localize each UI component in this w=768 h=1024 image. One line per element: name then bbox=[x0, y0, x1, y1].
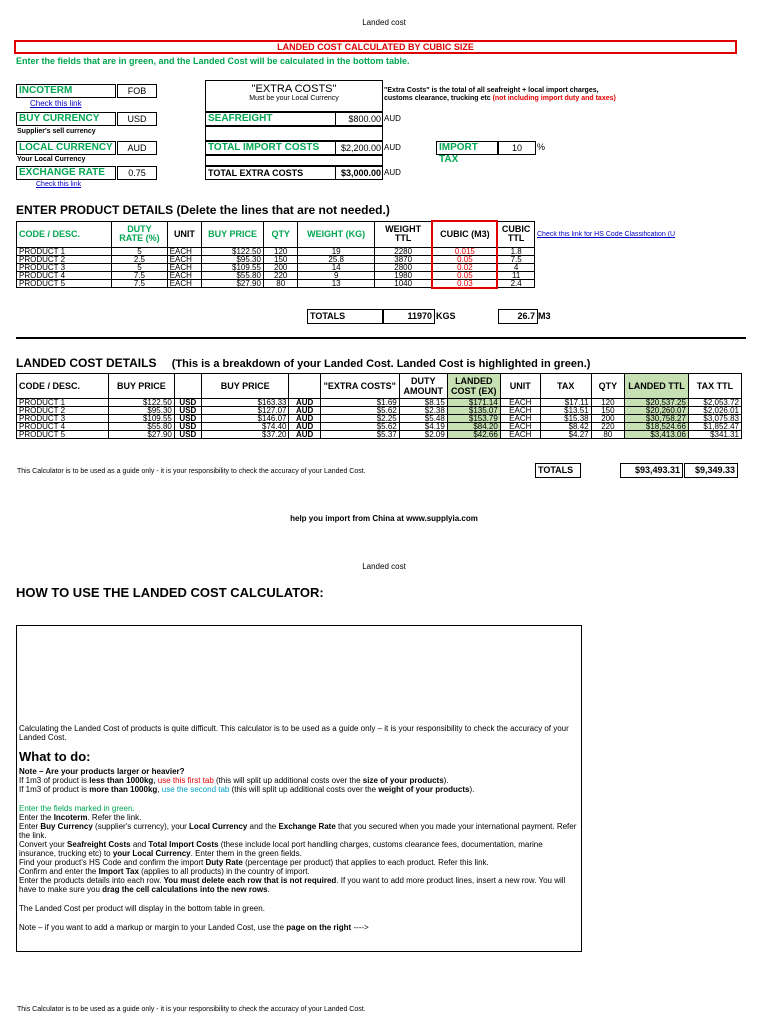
product-totals-label: TOTALS bbox=[307, 309, 383, 324]
landed-cell: EACH bbox=[500, 407, 540, 415]
product-cell[interactable]: 5 bbox=[112, 263, 167, 271]
landed-cell: EACH bbox=[500, 399, 540, 407]
step-duty: Find your product's HS Code and confirm the import Duty Rate (percentage per product) that applies to each product. Refer this link. bbox=[19, 858, 489, 867]
instruction-text: Enter the fields that are in green, and the Landed Cost will be calculated in the bottom table. bbox=[16, 56, 410, 66]
landed-cell: $3,413.06 bbox=[625, 431, 689, 439]
landed-cell: $37.20 bbox=[201, 431, 289, 439]
landed-cell: PRODUCT 5 bbox=[17, 431, 109, 439]
landed-cell: $4.27 bbox=[540, 431, 591, 439]
extra-costs-spacer bbox=[205, 126, 383, 141]
local-currency-label: LOCAL CURRENCY bbox=[16, 141, 116, 155]
landed-cell: $163.33 bbox=[201, 399, 289, 407]
landed-col-header bbox=[174, 374, 201, 399]
product-cell[interactable]: 1040 bbox=[374, 279, 432, 288]
product-cell[interactable]: 0.05 bbox=[432, 255, 497, 263]
product-totals-cubic: 26.7 bbox=[498, 309, 538, 324]
landed-cell: $2,026.01 bbox=[688, 407, 741, 415]
product-cell[interactable]: $109.55 bbox=[202, 263, 264, 271]
product-cell[interactable]: PRODUCT 5 bbox=[17, 279, 112, 288]
note1: Note – Are your products larger or heavier? bbox=[19, 767, 185, 776]
total-extra-costs-value: $3,000.00 bbox=[335, 166, 383, 180]
col-unit: UNIT bbox=[167, 221, 202, 247]
product-cell[interactable]: PRODUCT 4 bbox=[17, 271, 112, 279]
landed-cell: $2,053.72 bbox=[688, 399, 741, 407]
landed-cell: $13.51 bbox=[540, 407, 591, 415]
landed-cell: $1.69 bbox=[320, 399, 399, 407]
col-weight-ttl: WEIGHT TTL bbox=[374, 221, 432, 247]
landed-cell: $153.79 bbox=[447, 415, 500, 423]
col-buy-price: BUY PRICE bbox=[202, 221, 264, 247]
incoterm-input[interactable]: FOB bbox=[117, 84, 157, 98]
second-tab-link[interactable]: use the second tab bbox=[161, 785, 230, 794]
product-cell[interactable]: 19 bbox=[298, 247, 374, 255]
product-cell[interactable]: EACH bbox=[167, 279, 202, 288]
exchange-rate-label: EXCHANGE RATE bbox=[16, 166, 116, 180]
product-cell[interactable]: 2.4 bbox=[497, 279, 534, 288]
page-right-link[interactable]: page on the right bbox=[286, 923, 352, 932]
product-cell[interactable]: 9 bbox=[298, 271, 374, 279]
landed-cell: AUD bbox=[289, 399, 320, 407]
landed-cell: $2.09 bbox=[399, 431, 447, 439]
landed-heading-note: (This is a breakdown of your Landed Cost. Landed Cost is highlighted in green.) bbox=[171, 358, 591, 370]
calculator-title: LANDED COST CALCULATED BY CUBIC SIZE bbox=[14, 40, 737, 54]
landed-cell: 200 bbox=[591, 415, 625, 423]
product-cell[interactable]: EACH bbox=[167, 271, 202, 279]
landed-cell: USD bbox=[174, 407, 201, 415]
landed-cell: $5.62 bbox=[320, 407, 399, 415]
incoterm-link[interactable]: Check this link bbox=[30, 99, 82, 108]
landed-col-header: BUY PRICE bbox=[201, 374, 289, 399]
landed-cell: $135.07 bbox=[447, 407, 500, 415]
landed-cell: USD bbox=[174, 423, 201, 431]
size-rule: If 1m3 of product is less than 1000kg, use this first tab (this will split up additional costs over the size of your products). bbox=[19, 776, 449, 785]
landed-cell: $5.37 bbox=[320, 431, 399, 439]
landed-cell: $74.40 bbox=[201, 423, 289, 431]
product-cell[interactable]: EACH bbox=[167, 247, 202, 255]
product-cell[interactable]: 13 bbox=[298, 279, 374, 288]
landed-cell: EACH bbox=[500, 415, 540, 423]
landed-cell: $5.48 bbox=[399, 415, 447, 423]
total-extra-costs-label: TOTAL EXTRA COSTS bbox=[205, 166, 336, 180]
landed-cell: 80 bbox=[591, 431, 625, 439]
buy-currency-note: Supplier's sell currency bbox=[17, 128, 96, 135]
landed-col-header: CODE / DESC. bbox=[17, 374, 109, 399]
seafreight-label: SEAFREIGHT bbox=[205, 112, 336, 126]
extra-costs-note-text: "Extra Costs" is the total of all seafreight + local import charges, customs clearance, trucking etc bbox=[384, 87, 599, 102]
product-cell[interactable]: PRODUCT 3 bbox=[17, 263, 112, 271]
landed-col-header: UNIT bbox=[500, 374, 540, 399]
landed-cell: USD bbox=[174, 415, 201, 423]
product-cell[interactable]: 7.5 bbox=[112, 279, 167, 288]
import-costs-label: TOTAL IMPORT COSTS bbox=[205, 141, 336, 155]
hs-code-link[interactable]: Check this link for HS Code Classification (U bbox=[537, 231, 676, 238]
step-costs: Convert your Seafreight Costs and Total Import Costs (these include local port handling charges, customs clearance fees, documentation, marine insurance, trucking etc) to your Local Currency. Enter them in the green fields. bbox=[19, 840, 543, 858]
landed-col-header bbox=[289, 374, 320, 399]
weight-rule: If 1m3 of product is more than 1000kg, use the second tab (this will split up additional costs over the weight of your products). bbox=[19, 785, 475, 794]
product-cell[interactable]: 11 bbox=[497, 271, 534, 279]
product-row bbox=[17, 263, 535, 271]
buy-currency-label: BUY CURRENCY bbox=[16, 112, 116, 126]
extra-costs-title: "EXTRA COSTS" bbox=[251, 83, 337, 95]
product-cell[interactable]: 0.02 bbox=[432, 263, 497, 271]
landed-cell: $8.15 bbox=[399, 399, 447, 407]
landed-cell: $84.20 bbox=[447, 423, 500, 431]
product-cell[interactable]: PRODUCT 2 bbox=[17, 255, 112, 263]
product-cell[interactable]: 220 bbox=[263, 271, 298, 279]
how-to-box bbox=[16, 625, 582, 952]
page-header: Landed cost bbox=[362, 18, 406, 27]
import-costs-input[interactable]: $2,200.00 bbox=[335, 141, 383, 155]
product-row bbox=[17, 247, 535, 255]
seafreight-input[interactable]: $800.00 bbox=[335, 112, 383, 126]
product-cell[interactable]: 1.8 bbox=[497, 247, 534, 255]
local-currency-input[interactable]: AUD bbox=[117, 141, 157, 155]
landed-cell: 220 bbox=[591, 423, 625, 431]
product-section-heading: ENTER PRODUCT DETAILS (Delete the lines that are not needed.) bbox=[16, 203, 390, 217]
landed-cell: $2.38 bbox=[399, 407, 447, 415]
disclaimer-text: This Calculator is to be used as a guide only - it is your responsibility to check the accuracy of your Landed Cost. bbox=[17, 468, 366, 475]
product-cell[interactable]: $95.30 bbox=[202, 255, 264, 263]
col-qty: QTY bbox=[263, 221, 298, 247]
landed-col-header: LANDED COST (EX) bbox=[447, 374, 500, 399]
product-totals-weight: 11970 bbox=[383, 309, 435, 324]
product-totals-weight-unit: KGS bbox=[436, 311, 456, 321]
landed-col-header: LANDED TTL bbox=[625, 374, 689, 399]
step-green: Enter the fields marked in green. bbox=[19, 804, 135, 813]
landed-row bbox=[17, 431, 742, 439]
promo-text: help you import from China at www.supplyia.com bbox=[290, 514, 478, 523]
landed-cell: PRODUCT 4 bbox=[17, 423, 109, 431]
buy-currency-input[interactable]: USD bbox=[117, 112, 157, 126]
landed-cell: $42.66 bbox=[447, 431, 500, 439]
extra-costs-spacer-2 bbox=[205, 155, 383, 166]
landed-heading-title: LANDED COST DETAILS bbox=[16, 356, 157, 370]
product-cell[interactable]: 80 bbox=[263, 279, 298, 288]
product-cell[interactable]: 7.5 bbox=[112, 271, 167, 279]
product-totals-cubic-unit: M3 bbox=[538, 311, 551, 321]
product-cell[interactable]: 3870 bbox=[374, 255, 432, 263]
landed-cell: EACH bbox=[500, 423, 540, 431]
landed-col-header: DUTY AMOUNT bbox=[399, 374, 447, 399]
product-cell[interactable]: 200 bbox=[263, 263, 298, 271]
how-to-heading: HOW TO USE THE LANDED COST CALCULATOR: bbox=[16, 585, 324, 600]
product-cell[interactable]: 4 bbox=[497, 263, 534, 271]
col-weight: WEIGHT (KG) bbox=[298, 221, 374, 247]
landed-cost-table bbox=[16, 373, 742, 439]
landed-cell: $2.25 bbox=[320, 415, 399, 423]
product-row bbox=[17, 255, 535, 263]
product-cell[interactable]: 14 bbox=[298, 263, 374, 271]
product-cell[interactable]: 120 bbox=[263, 247, 298, 255]
landed-cell: $5.62 bbox=[320, 423, 399, 431]
landed-cell: PRODUCT 2 bbox=[17, 407, 109, 415]
landed-cell: 150 bbox=[591, 407, 625, 415]
product-table bbox=[16, 220, 535, 289]
product-cell[interactable]: PRODUCT 1 bbox=[17, 247, 112, 255]
incoterm-label: INCOTERM bbox=[16, 84, 116, 98]
page2-header: Landed cost bbox=[362, 562, 406, 571]
landed-cell: $30,758.27 bbox=[625, 415, 689, 423]
landed-cell: $4.19 bbox=[399, 423, 447, 431]
product-cell[interactable]: 150 bbox=[263, 255, 298, 263]
landed-cell: USD bbox=[174, 431, 201, 439]
landed-cell: $127.07 bbox=[201, 407, 289, 415]
col-code: CODE / DESC. bbox=[17, 221, 112, 247]
seafreight-unit: AUD bbox=[384, 114, 401, 123]
step-incoterm: Enter the Incoterm. Refer the link. bbox=[19, 813, 142, 822]
local-currency-note: Your Local Currency bbox=[17, 156, 86, 163]
landed-cell: $95.30 bbox=[108, 407, 174, 415]
result-text: The Landed Cost per product will display in the bottom table in green. bbox=[19, 904, 265, 913]
step-currency: Enter Buy Currency (supplier's currency), your Local Currency and the Exchange Rate that you secured when you made your international payment. Refer the link. bbox=[19, 822, 577, 840]
landed-col-header: BUY PRICE bbox=[108, 374, 174, 399]
total-extra-costs-unit: AUD bbox=[384, 168, 401, 177]
landed-cell: $1,852.47 bbox=[688, 423, 741, 431]
exchange-rate-input[interactable]: 0.75 bbox=[117, 166, 157, 180]
landed-cell: $109.55 bbox=[108, 415, 174, 423]
landed-col-header: TAX bbox=[540, 374, 591, 399]
product-cell[interactable]: 7.5 bbox=[497, 255, 534, 263]
first-tab-link[interactable]: use this first tab bbox=[157, 776, 214, 785]
product-cell[interactable]: EACH bbox=[167, 255, 202, 263]
product-cell[interactable]: $122.50 bbox=[202, 247, 264, 255]
product-cell[interactable]: 0.05 bbox=[432, 271, 497, 279]
product-cell[interactable]: 0.03 bbox=[432, 279, 497, 288]
extra-costs-header bbox=[205, 80, 383, 112]
landed-col-header: QTY bbox=[591, 374, 625, 399]
landed-col-header: TAX TTL bbox=[688, 374, 741, 399]
import-costs-unit: AUD bbox=[384, 143, 401, 152]
product-row bbox=[17, 279, 535, 288]
landed-cell: AUD bbox=[289, 431, 320, 439]
product-cell[interactable]: 2.5 bbox=[112, 255, 167, 263]
landed-cell: $3,075.83 bbox=[688, 415, 741, 423]
landed-section-heading bbox=[16, 356, 590, 370]
product-cell[interactable]: 2280 bbox=[374, 247, 432, 255]
note2: Note – if you want to add a markup or margin to your Landed Cost, use the page on the right ----> bbox=[19, 923, 369, 932]
col-cubic-ttl: CUBIC TTL bbox=[497, 221, 534, 247]
product-cell[interactable]: 25.8 bbox=[298, 255, 374, 263]
product-cell[interactable]: 0.015 bbox=[432, 247, 497, 255]
landed-cell: $27.90 bbox=[108, 431, 174, 439]
landed-cell: $15.38 bbox=[540, 415, 591, 423]
landed-cell: $17.11 bbox=[540, 399, 591, 407]
page2-footer: This Calculator is to be used as a guide only - it is your responsibility to check the accuracy of your Landed Cost. bbox=[17, 1006, 366, 1013]
what-to-do-heading: What to do: bbox=[19, 749, 91, 764]
product-cell[interactable]: $27.90 bbox=[202, 279, 264, 288]
landed-cell: $20,537.25 bbox=[625, 399, 689, 407]
product-row bbox=[17, 271, 535, 279]
import-tax-label: IMPORT TAX bbox=[436, 141, 498, 155]
landed-totals-value: $93,493.31 bbox=[620, 463, 683, 478]
landed-cell: $20,260.07 bbox=[625, 407, 689, 415]
product-cell[interactable]: $55.80 bbox=[202, 271, 264, 279]
landed-cell: AUD bbox=[289, 407, 320, 415]
col-duty-rate: DUTY RATE (%) bbox=[112, 221, 167, 247]
exchange-rate-link[interactable]: Check this link bbox=[36, 181, 82, 188]
extra-costs-note bbox=[384, 87, 624, 103]
landed-cell: PRODUCT 1 bbox=[17, 399, 109, 407]
product-cell[interactable]: 5 bbox=[112, 247, 167, 255]
landed-col-header: "EXTRA COSTS" bbox=[320, 374, 399, 399]
landed-cell: $122.50 bbox=[108, 399, 174, 407]
import-tax-input[interactable]: 10 bbox=[498, 141, 536, 155]
landed-cell: $341.31 bbox=[688, 431, 741, 439]
landed-cell: AUD bbox=[289, 423, 320, 431]
landed-cell: $171.14 bbox=[447, 399, 500, 407]
landed-cell: AUD bbox=[289, 415, 320, 423]
landed-cell: $18,524.66 bbox=[625, 423, 689, 431]
landed-cell: $146.07 bbox=[201, 415, 289, 423]
landed-cell: $8.42 bbox=[540, 423, 591, 431]
section-divider bbox=[16, 337, 746, 339]
product-cell[interactable]: 2800 bbox=[374, 263, 432, 271]
extra-costs-note-red: (not including import duty and taxes) bbox=[492, 95, 616, 102]
import-tax-unit: % bbox=[537, 142, 546, 152]
step-products: Enter the products details into each row. You must delete each row that is not required. If you want to add more product lines, insert a new row. You will have to make sure you drag the cell calculations into the new rows. bbox=[19, 876, 566, 894]
landed-totals-label: TOTALS bbox=[535, 463, 581, 478]
tax-totals-value: $9,349.33 bbox=[684, 463, 738, 478]
landed-cell: 120 bbox=[591, 399, 625, 407]
landed-cell: $55.80 bbox=[108, 423, 174, 431]
product-cell[interactable]: EACH bbox=[167, 263, 202, 271]
col-cubic: CUBIC (M3) bbox=[432, 221, 497, 247]
landed-cell: PRODUCT 3 bbox=[17, 415, 109, 423]
landed-cell: USD bbox=[174, 399, 201, 407]
extra-costs-subtitle: Must be your Local Currency bbox=[249, 95, 339, 102]
product-cell[interactable]: 1980 bbox=[374, 271, 432, 279]
landed-cell: EACH bbox=[500, 431, 540, 439]
how-intro: Calculating the Landed Cost of products is quite difficult. This calculator is to be used as a guide only – it is your responsibility to check the accuracy of your Landed Cost. bbox=[19, 724, 569, 742]
step-tax: Confirm and enter the Import Tax (applies to all products) in the country of import. bbox=[19, 867, 310, 876]
